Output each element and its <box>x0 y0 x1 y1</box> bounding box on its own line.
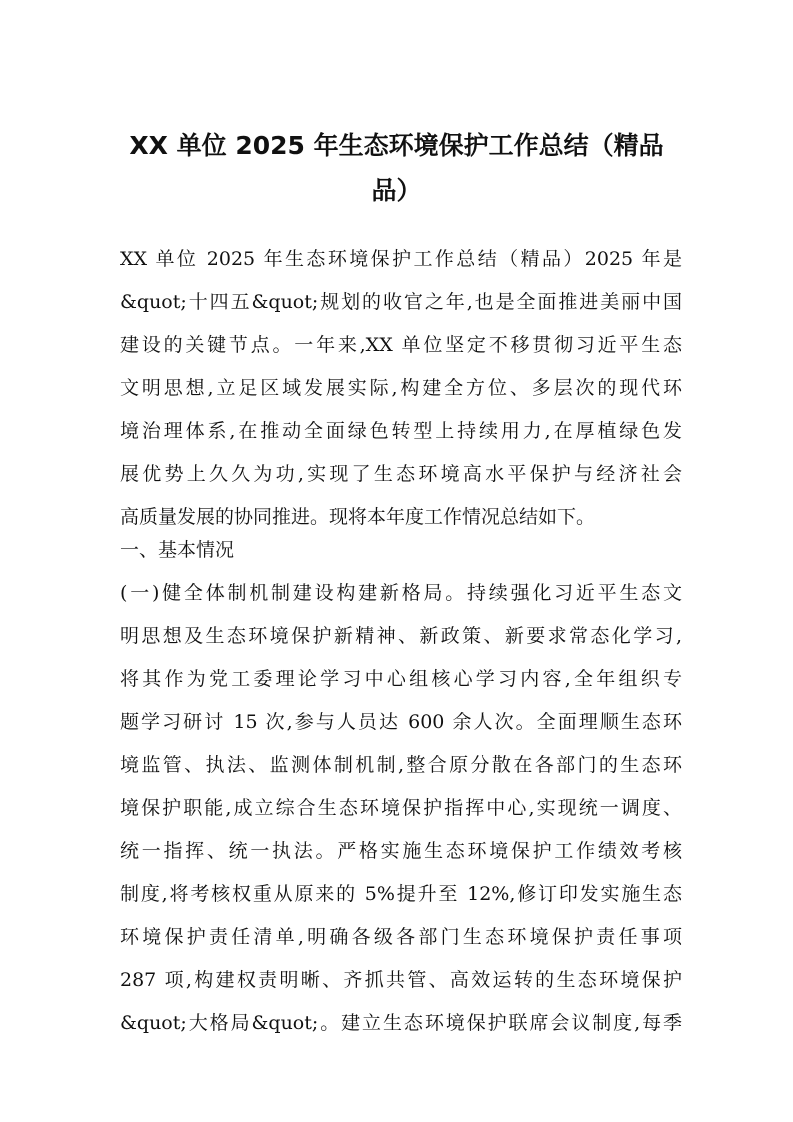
paragraph-line: 287 项,构建权责明晰、齐抓共管、高效运转的生态环境保护 <box>120 969 682 991</box>
paragraph-line: 制度,将考核权重从原来的 5%提升至 12%,修订印发实施生态 <box>120 883 682 905</box>
section-heading: 一、基本情况 <box>120 539 235 561</box>
document-title-line-2: 品） <box>371 176 422 205</box>
paragraph-line: 题学习研讨 15 次,参与人员达 600 余人次。全面理顺生态环 <box>120 711 682 733</box>
paragraph-line: 境治理体系,在推动全面绿色转型上持续用力,在厚植绿色发 <box>120 420 682 442</box>
paragraph-line: 文明思想,立足区域发展实际,构建全方位、多层次的现代环 <box>120 377 682 399</box>
paragraph-line: 明思想及生态环境保护新精神、新政策、新要求常态化学习, <box>120 625 682 647</box>
paragraph-line: 统一指挥、统一执法。严格实施生态环境保护工作绩效考核 <box>120 840 682 862</box>
document-title-line-1: XX 单位 2025 年生态环境保护工作总结（精品 <box>129 131 664 160</box>
paragraph-line: 环境保护责任清单,明确各级各部门生态环境保护责任事项 <box>120 926 682 948</box>
paragraph-line: 展优势上久久为功,实现了生态环境高水平保护与经济社会 <box>120 463 682 485</box>
paragraph-line: 将其作为党工委理论学习中心组核心学习内容,全年组织专 <box>120 668 682 690</box>
paragraph-line: &quot;大格局&quot;。建立生态环境保护联席会议制度,每季 <box>120 1012 682 1034</box>
paragraph-line: XX 单位 2025 年生态环境保护工作总结（精品）2025 年是 <box>120 248 682 270</box>
paragraph-line: 高质量发展的协同推进。现将本年度工作情况总结如下。 <box>120 506 596 528</box>
paragraph-line: 建设的关键节点。一年来,XX 单位坚定不移贯彻习近平生态 <box>120 334 682 356</box>
paragraph-line: 境保护职能,成立综合生态环境保护指挥中心,实现统一调度、 <box>120 797 682 819</box>
paragraph-line: 境监管、执法、监测体制机制,整合原分散在各部门的生态环 <box>120 754 682 776</box>
paragraph-line: (一)健全体制机制建设构建新格局。持续强化习近平生态文 <box>120 582 682 604</box>
paragraph-line: &quot;十四五&quot;规划的收官之年,也是全面推进美丽中国 <box>120 291 682 313</box>
